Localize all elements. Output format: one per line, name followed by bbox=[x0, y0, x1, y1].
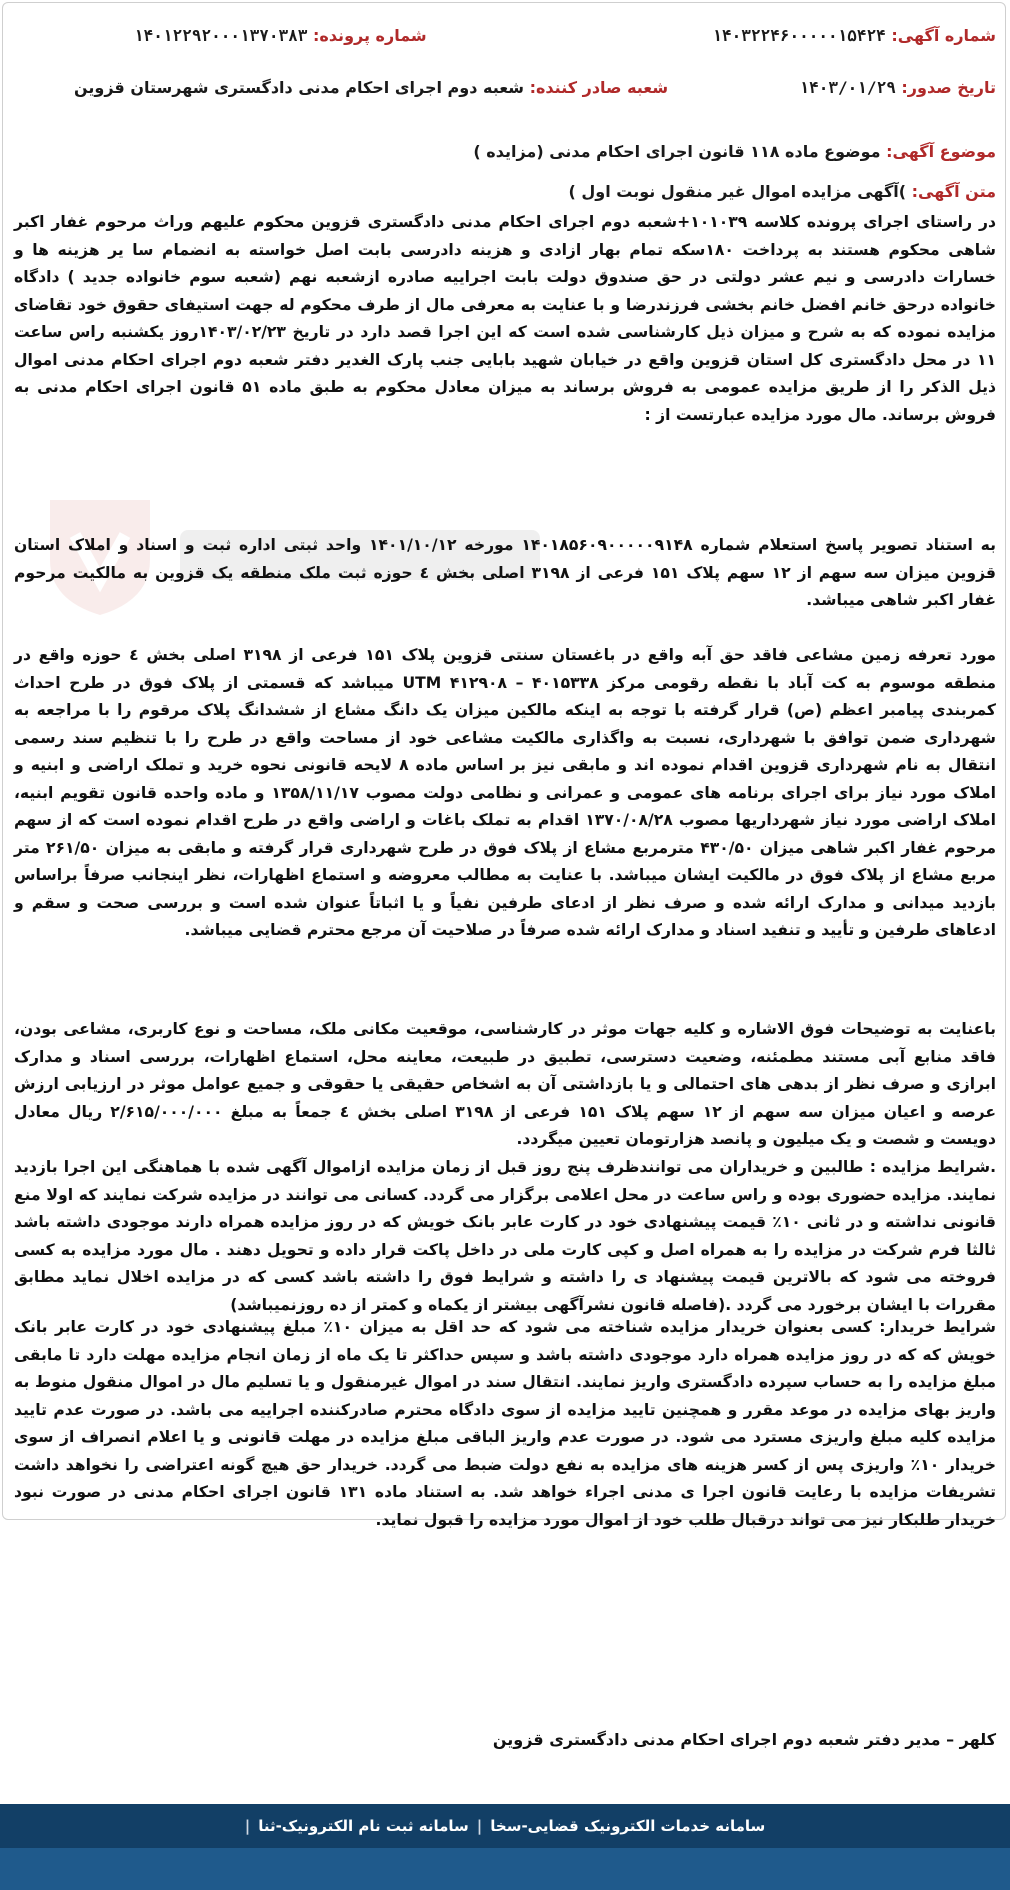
case-number-label: شماره پرونده: bbox=[312, 26, 427, 45]
footer-link-sakha[interactable]: سامانه خدمات الکترونیک قضایی-سخا bbox=[490, 1817, 766, 1835]
signature-line: کلهر – مدیر دفتر شعبه دوم اجرای احکام مدنی دادگستری قزوین bbox=[492, 1730, 996, 1749]
issue-date bbox=[800, 78, 997, 97]
issuing-branch-label: شعبه صادر کننده: bbox=[529, 78, 669, 97]
ad-subject bbox=[14, 142, 996, 161]
footer-separator-end: | bbox=[244, 1817, 251, 1835]
footer bbox=[0, 1804, 1010, 1890]
paragraph-property-description: مورد تعرفه زمین مشاعی فاقد حق آبه واقع در باغستان سنتی قزوین پلاک ۱۵۱ فرعی از ۳۱۹۸ اصلی بخش ٤ حوزه واقع در منطقه موسوم به کت آباد با نقطه رقومی مرکز UTM ۴۱۲۹۰۸ – ۴۰۱۵۳۳۸ میباشد که قسمتی از پلاک فوق در طرح احداث کمربندی پیامبر اعظم (ص) قرار گرفته با توجه به اینکه مالکین میزان یک دانگ مشاع از ششدانگ پلاک مرقوم را با مراجعه به شهرداری ضمن توافق با شهرداری، نسبت به واگذاری مالکیت مشاعی خود از مساحت واقع در طرح را با تنظیم سند رسمی انتقال به نام شهرداری قزوین اقدام نموده اند و مابقی نیز بر اساس ماده ۸ لایحه قانونی نحوه خرید و تملک اراضی و ابنیه و املاک مورد نیاز برای اجرای برنامه های عمومی و عمرانی و نظامی دولت مصوب ۱۳۵۸/۱۱/۱۷ و ماده واحده قانون تقویم ابنیه، املاک اراضی مورد نیاز شهرداریها مصوب ۱۳۷۰/۰۸/۲۸ اقدام به تملک باغات و اراضی واقع در طرح اقدام نموده است که از سهم مرحوم غفار اکبر شاهی میزان ۴۳۰/۵۰ مترمربع مشاع از پلاک فوق در طرح شهرداری قرار گرفته و مابقی به میزان ۲۶۱/۵۰ متر مربع مشاع از پلاک فوق در مالکیت ایشان میباشد. با عنایت به مطالب معروضه و استماع اظهارات، نظر اینجانب صرفاً براساس بازدید میدانی و مدارک ارائه شده و صرف نظر از ادعای طرفین نفیاً و یا اثباتاً عنوان شده است و بررسی صحت و سقم و ادعاهای طرفین و تأیید و تنفید اسناد و مدارک ارائه شده صرفاً در صلاحیت آن مرجع محترم قضایی میباشد. bbox=[14, 646, 997, 939]
issue-date-value: ۱۴۰۳/۰۱/۲۹ bbox=[799, 78, 896, 97]
case-number bbox=[134, 26, 427, 45]
paragraph-valuation: باعنایت به توضیحات فوق الاشاره و کلیه جهات موثر در کارشناسی، موقعیت مکانی ملک، مساحت و نوع کاربری، مشاعی بودن، فاقد منابع آبی مستند مطمئنه، وضعیت دسترسی، تطبیق در طبیعت، معاینه محل، استماع اظهارات، بررسی اسناد و مدارک ابرازی و صرف نظر از بدهی های احتمالی و یا بازداشتی آن به اشخاص حقیقی یا حقوقی و جمیع عوامل موثر در ارزیابی ارزش عرصه و اعیان میزان سه سهم از ۱۲ سهم پلاک ۱۵۱ فرعی از ۳۱۹۸ اصلی بخش ٤ جمعاً به مبلغ ۲/۶۱۵/۰۰۰/۰۰۰ ریال معادل دویست و شصت و یک میلیون و پانصد هزارتومان تعیین میگردد. bbox=[14, 1020, 997, 1148]
paragraph-buyer-conditions: شرایط خریدار: کسی بعنوان خریدار مزایده شناخته می شود که حد اقل به میزان ۱۰٪ مبلغ پیشنهادی خود در کارت عابر بانک خویش که که در روز مزایده همراه دارد موجودی داشته باشد و سپس حداکثر تا یک ماه از زمان انجام مزایده مهلت دارد تا مابقی مبلغ مزایده را به حساب سپرده دادگستری واریز نمایند. انتقال سند در اموال غیرمنقول و یا تسلیم مال در اموال منقول منوط به واریز بهای مزایده در موعد مقرر و همچنین تایید مزایده از سوی دادگاه محترم صادرکننده اجراییه می باشد. در صورت عدم تایید مزایده کلیه مبلغ واریزی مسترد می شود. در صورت عدم واریز الباقی مبلغ مزایده در مهلت قانونی و یا اعلام انصراف از سوی خریدار ۱۰٪ واریزی پس از کسر هزینه های مزایده به نفع دولت ضبط می گردد. خریدار حق هیچ گونه اعتراضی را نخواهد داشت تشریفات مزایده با رعایت قانون اجرا ی مدنی اجراء خواهد شد. به استناد ماده ۱۳۱ قانون اجرای احکام مدنی در صورت نبود خریدار طلبکار نیز می تواند درقبال طلب خود از اموال مورد مزایده را قبول نماید. bbox=[14, 1318, 997, 1529]
footer-link-sana[interactable]: سامانه ثبت نام الکترونیک-ثنا bbox=[258, 1817, 469, 1835]
ad-number-label: شماره آگهی: bbox=[891, 26, 996, 45]
paragraph-registry-inquiry: به استناد تصویر پاسخ استعلام شماره ۱۴۰۱۸۵۶۰۹۰۰۰۰۰۹۱۴۸ مورخه ۱۴۰۱/۱۰/۱۲ واحد ثبتی اداره ثبت و اسناد و املاک استان قزوین میزان سه سهم از ۱۲ سهم پلاک ۱۵۱ فرعی از ۳۱۹۸ اصلی بخش ٤ حوزه ثبت ملک منطقه یک قزوین به مالکیت مرحوم غفار اکبر شاهی میباشد. bbox=[14, 536, 996, 609]
paragraph-execution-intro: در راستای اجرای پرونده کلاسه ۱۰۱۰۳۹+شعبه دوم اجرای احکام مدنی دادگستری قزوین محکوم علیهم وراث مرحوم غفار اکبر شاهی محکوم هستند به پرداخت ۱۸۰سکه تمام بهار ازادی و هزینه دادرسی بابت اصل خواسته به انضمام سا یر هزینه ها و خسارات دادرسی و نیم عشر دولتی در حق صندوق دولت بابت اجراییه صادره ازشعبه نهم (شعبه سوم خانواده جدید ) دادگاه خانواده درحق خانم افضل خانم بخشی فرزندرضا و با عنایت به معرفی مال از طرف محکوم له جهت استیفای حقوق خود تقاضای مزایده نموده که به شرح و میزان ذیل کارشناسی شده است که این اجرا قصد دارد در تاریخ ۱۴۰۳/۰۲/۲۳روز یکشنبه راس ساعت ۱۱ در محل دادگستری کل استان قزوین واقع در خیابان شهید بابایی جنب پارک الغدیر دفتر شعبه دوم اجرای احکام مدنی اموال ذیل الذکر را از طریق مزایده عمومی به فروش برساند به میزان معادل محکوم به طبق ماده ۵۱ قانون اجرای احکام مدنی به فروش برساند. مال مورد مزایده عبارتست از : bbox=[14, 213, 997, 424]
ad-number bbox=[712, 26, 996, 45]
ad-text-label: متن آگهی: bbox=[911, 182, 996, 201]
issue-date-label: تاریخ صدور: bbox=[901, 78, 996, 97]
footer-separator: | bbox=[476, 1817, 483, 1835]
header-row-2 bbox=[14, 78, 996, 104]
ad-text-title bbox=[14, 182, 996, 201]
ad-subject-label: موضوع آگهی: bbox=[886, 142, 996, 161]
header-row-1 bbox=[14, 26, 996, 52]
issuing-branch-value: شعبه دوم اجرای احکام مدنی دادگستری شهرستان قزوین bbox=[74, 78, 524, 97]
issuing-branch bbox=[74, 78, 668, 97]
ad-number-value: ۱۴۰۳۲۲۴۶۰۰۰۰۰۱۵۴۲۴ bbox=[712, 26, 886, 45]
paragraph-auction-conditions: .شرایط مزایده : طالبین و خریداران می توانندظرف پنج روز قبل از زمان مزایده ازاموال آگهی شده با هماهنگی این اجرا بازدید نمایند. مزایده حضوری بوده و راس ساعت در محل اعلامی برگزار می گردد. کسانی می توانند در مزایده شرکت نمایند که اولا منع قانونی نداشته و در ثانی ۱۰٪ قیمت پیشنهادی خود در کارت عابر بانک خویش که در روز مزایده همراه دارند موجودی داشته باشد ثالثا فرم شرکت در مزایده را به همراه اصل و کپی کارت ملی در داخل پاکت قرار داده و تحویل دهند . مال مورد مزایده به کسی فروخته می شود که بالاترین قیمت پیشنهاد ی را داشته و شرایط فوق را داشته باشد کسی که در مزایده اخلال نماید مطابق مقررات با ایشان برخورد می گردد .(فاصله قانون نشرآگهی بیشتر از یکماه و کمتر از ده روزنمیباشد) bbox=[14, 1158, 996, 1314]
footer-links bbox=[0, 1804, 1010, 1848]
ad-text-value: )آگهی مزایده اموال غیر منقول نوبت اول ) bbox=[568, 182, 907, 201]
case-number-value: ۱۴۰۱۲۲۹۲۰۰۰۱۳۷۰۳۸۳ bbox=[134, 26, 308, 45]
ad-subject-value: موضوع ماده ۱۱۸ قانون اجرای احکام مدنی (مزایده ) bbox=[473, 142, 881, 161]
